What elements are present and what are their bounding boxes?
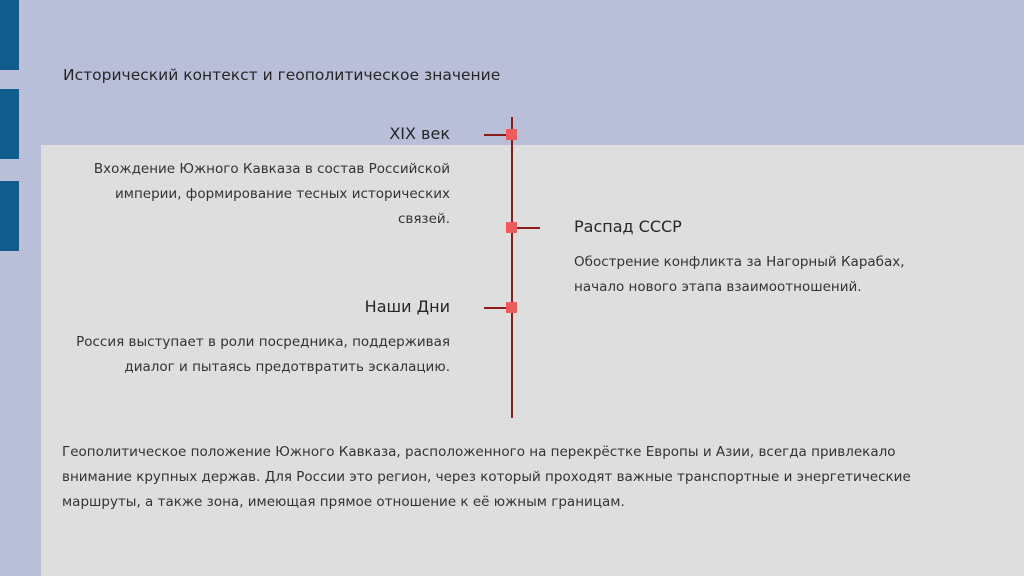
slide-title: Исторический контекст и геополитическое значение: [63, 66, 501, 84]
timeline-marker: [506, 222, 517, 233]
timeline-marker: [506, 302, 517, 313]
timeline-axis: [511, 117, 513, 418]
timeline-event-description: Вхождение Южного Кавказа в состав Российской империи, формирование тесных исторических связей.: [93, 161, 450, 227]
timeline-event-title: XIX век: [389, 124, 450, 143]
summary-paragraph: Геополитическое положение Южного Кавказа, расположенного на перекрёстке Европы и Азии, всегда привлекало внимание крупных держав. Для России это регион, через который проходят важные транспортные и энергетические маршруты, а также зона, имеющая прямое отношение к её южным границам.: [62, 444, 911, 510]
timeline-event-description: Россия выступает в роли посредника, поддерживая диалог и пытаясь предотвратить эскалацию.: [76, 334, 450, 375]
timeline-event-title: Наши Дни: [364, 297, 450, 316]
left-accent-tab: [0, 89, 19, 159]
left-accent-tab: [0, 0, 19, 70]
timeline-marker: [506, 129, 517, 140]
timeline-event-title: Распад СССР: [574, 217, 682, 236]
timeline-event-description: Обострение конфликта за Нагорный Карабах, начало нового этапа взаимоотношений.: [574, 254, 905, 295]
left-accent-tab: [0, 181, 19, 251]
